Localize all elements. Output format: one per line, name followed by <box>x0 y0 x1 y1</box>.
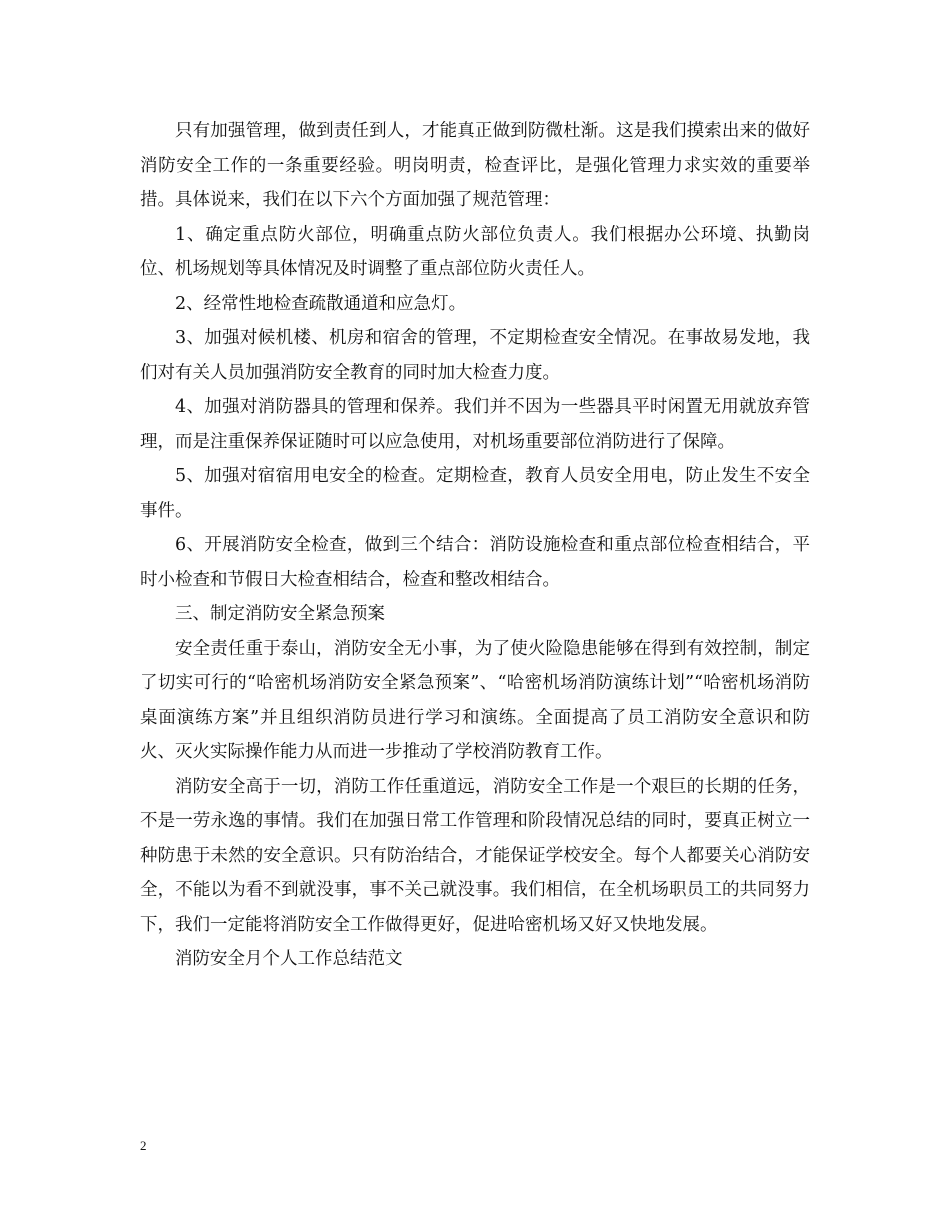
paragraph-item-1: 1、确定重点防火部位，明确重点防火部位负责人。我们根据办公环境、执勤岗位、机场规划等具体情况及时调整了重点部位防火责任人。 <box>140 224 810 279</box>
paragraph-next-title: 消防安全月个人工作总结范文 <box>175 949 403 969</box>
document-body <box>140 114 810 977</box>
paragraph-item-2: 2、经常性地检查疏散通道和应急灯。 <box>175 293 467 314</box>
paragraph-item-5: 5、加强对宿宿用电安全的检查。定期检查，教育人员安全用电，防止发生不安全事件。 <box>140 466 810 521</box>
paragraph-conclusion: 消防安全高于一切，消防工作任重道远，消防安全工作是一个艰巨的长期的任务，不是一劳永逸的事情。我们在加强日常工作管理和阶段情况总结的同时，要真正树立一种防患于未然的安全意识。只有防治结合，才能保证学校安全。每个人都要关心消防安全，不能以为看不到就没事，事不关己就没事。我们相信，在全机场职员工的共同努力下，我们一定能将消防安全工作做得更好，促进哈密机场又好又快地发展。 <box>140 776 810 935</box>
paragraph-item-6: 6、开展消防安全检查，做到三个结合：消防设施检查和重点部位检查相结合，平时小检查和节假日大检查相结合，检查和整改相结合。 <box>140 535 810 590</box>
paragraph-item-4: 4、加强对消防器具的管理和保养。我们并不因为一些器具平时闲置无用就放弃管理，而是注重保养保证随时可以应急使用，对机场重要部位消防进行了保障。 <box>140 397 810 452</box>
section-heading: 三、制定消防安全紧急预案 <box>175 604 385 624</box>
page-number: 2 <box>140 1138 147 1153</box>
paragraph-intro: 只有加强管理，做到责任到人，才能真正做到防微杜渐。这是我们摸索出来的做好消防安全工作的一条重要经验。明岗明责，检查评比，是强化管理力求实效的重要举措。具体说来，我们在以下六个方面加强了规范管理： <box>140 121 810 210</box>
paragraph-emergency-plan: 安全责任重于泰山，消防安全无小事，为了使火险隐患能够在得到有效控制，制定了切实可行的“哈密机场消防安全紧急预案”、“哈密机场消防演练计划”“哈密机场消防桌面演练方案”并且组织消防员进行学习和演练。全面提高了员工消防安全意识和防火、灭火实际操作能力从而进一步推动了学校消防教育工作。 <box>140 638 810 762</box>
paragraph-item-3: 3、加强对候机楼、机房和宿舍的管理，不定期检查安全情况。在事故易发地，我们对有关人员加强消防安全教育的同时加大检查力度。 <box>140 328 810 383</box>
